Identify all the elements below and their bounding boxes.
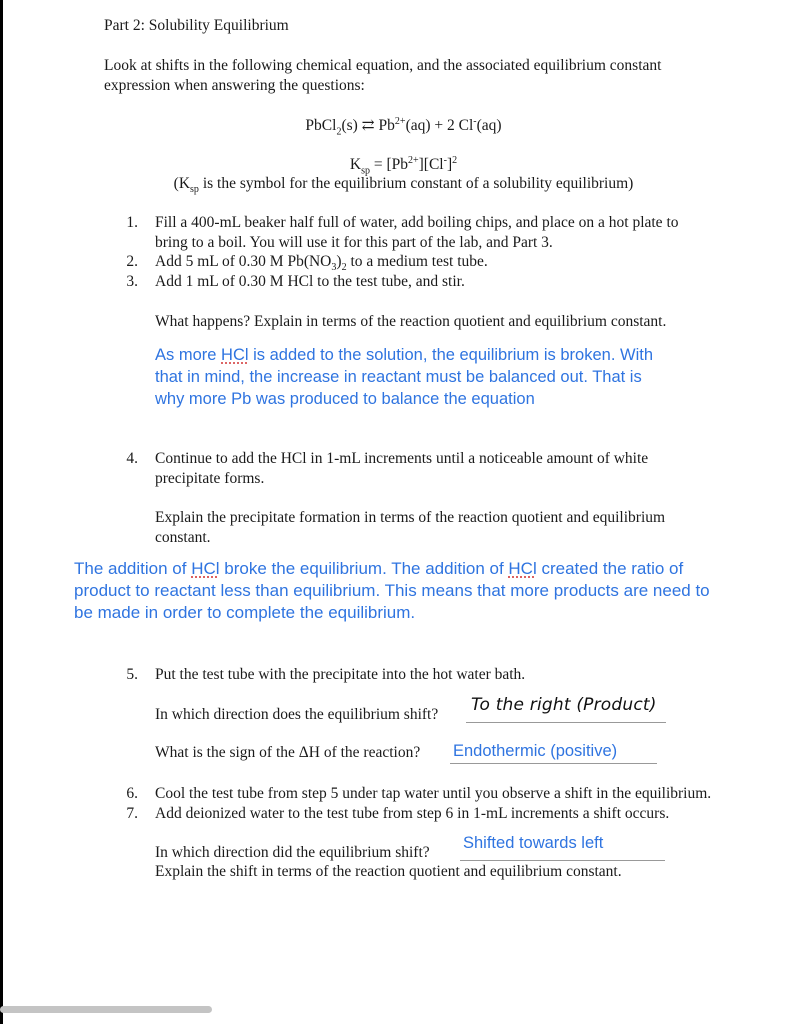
question-3-label: In which direction does the equilibrium shift?	[155, 706, 439, 723]
equilibrium-arrow-icon: ⇄	[361, 117, 375, 135]
page-left-border	[0, 0, 3, 1024]
question-5-followup: Explain the shift in terms of the reaction quotient and equilibrium constant.	[155, 863, 622, 880]
intro-line-2: expression when answering the questions:	[104, 77, 365, 94]
question-5-underline	[460, 860, 665, 861]
question-3-underline	[466, 722, 666, 723]
part-title: Part 2: Solubility Equilibrium	[104, 17, 289, 34]
reactant: PbCl	[305, 117, 337, 135]
ksp-note: ($K_{sp}$ is the symbol for the equilibrium constant of a solubility equilibrium)	[173, 175, 634, 196]
question-2-line-2: constant.	[155, 529, 211, 546]
question-4-underline	[450, 763, 657, 764]
horizontal-scrollbar[interactable]	[0, 1006, 212, 1013]
chemical-equation: PbCl$_2$(s) ⇄ $Pb^{2+}(aq) + 2$ Cl-(aq)	[305, 116, 502, 138]
question-3-answer[interactable]: To the right (Product)	[471, 695, 657, 715]
answer-2-line-2[interactable]: product to reactant less than equilibrium. This means that more products are need to	[74, 581, 710, 600]
ksp-expression: $K_{sp} = [Pb^{2+}][Cl^-]^2$	[349, 155, 458, 177]
question-4-answer[interactable]: Endothermic (positive)	[453, 742, 618, 760]
answer-2-line-3[interactable]: be made in order to complete the equilibrium.	[74, 603, 416, 622]
answer-1-line-3[interactable]: why more Pb was produced to balance the equation	[155, 390, 535, 408]
question-4-label: What is the sign of the ΔH of the reaction?	[155, 744, 421, 761]
intro-line-1: Look at shifts in the following chemical equation, and the associated equilibrium constant	[104, 57, 662, 74]
answer-1-line-2[interactable]: that in mind, the increase in reactant must be balanced out. That is	[155, 368, 642, 386]
question-5-answer[interactable]: Shifted towards left	[463, 834, 604, 852]
question-5-label: In which direction did the equilibrium shift?	[155, 844, 430, 861]
answer-2-line-1[interactable]: The addition of HCl broke the equilibrium. The addition of HCl created the ratio of	[74, 559, 684, 578]
question-2-line-1: Explain the precipitate formation in terms of the reaction quotient and equilibrium	[155, 509, 666, 526]
answer-1-line-1[interactable]: As more HCl is added to the solution, the equilibrium is broken. With	[155, 346, 653, 364]
question-1: What happens? Explain in terms of the reaction quotient and equilibrium constant.	[155, 313, 667, 330]
